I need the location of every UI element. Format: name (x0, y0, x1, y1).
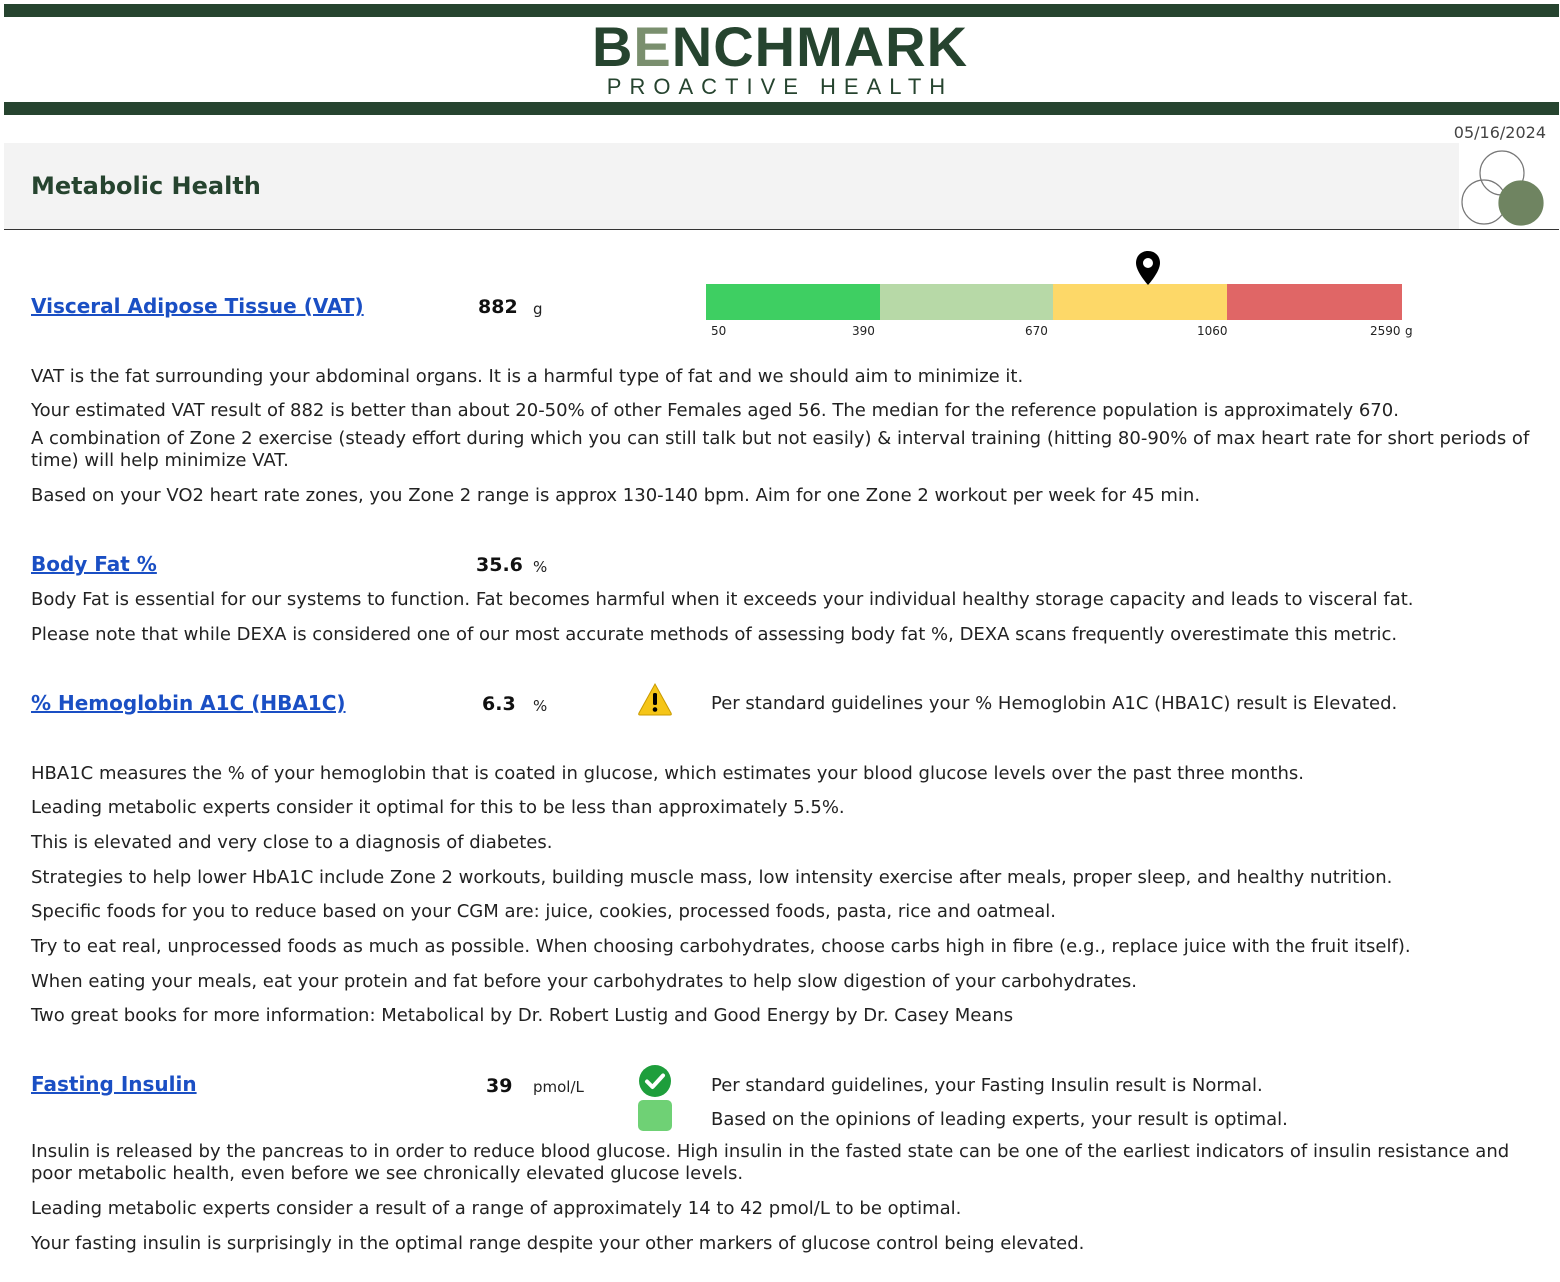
vat-tick: 390 (852, 324, 875, 338)
hba1c-paragraph: Two great books for more information: Metabolical by Dr. Robert Lustig and Good Energy by Dr. Casey Means (31, 1005, 1014, 1026)
vat-scale-high (1227, 284, 1402, 320)
vat-value: 882 (478, 296, 518, 318)
vat-scale-unit: g (1405, 324, 1413, 338)
vat-tick: 50 (711, 324, 727, 338)
report-date: 05/16/2024 (1453, 123, 1546, 142)
insulin-status-note: Per standard guidelines, your Fasting Insulin result is Normal. (711, 1075, 1263, 1096)
hba1c-unit: % (533, 697, 548, 715)
body-fat-value: 35.6 (476, 554, 523, 576)
insulin-link[interactable]: Fasting Insulin (31, 1072, 197, 1096)
brand-logo: BENCHMARK (591, 15, 969, 78)
hba1c-paragraph: Leading metabolic experts consider it optimal for this to be less than approximately 5.5%. (31, 797, 845, 818)
vat-paragraph: Your estimated VAT result of 882 is better than about 20-50% of other Females aged 56. The median for the reference population is approximately 670. (31, 400, 1399, 421)
hba1c-link[interactable]: % Hemoglobin A1C (HBA1C) (31, 691, 346, 715)
insulin-paragraph: Your fasting insulin is surprisingly in the optimal range despite your other markers of glucose control being elevated. (31, 1233, 1085, 1254)
vat-scale-optimal (706, 284, 880, 320)
insulin-value: 39 (486, 1075, 513, 1097)
brand-tagline: PROACTIVE HEALTH (606, 74, 954, 99)
body-fat-unit: % (533, 558, 548, 576)
body-fat-link[interactable]: Body Fat % (31, 552, 157, 576)
check-circle-icon (638, 1064, 672, 1098)
location-pin-icon (1135, 250, 1161, 286)
insulin-paragraph: Insulin is released by the pancreas to in order to reduce blood glucose. High insulin in the fasted state can be one of the earliest indicators of insulin resistance and poor metabolic health, even before we see chronically elevated glucose levels. (31, 1141, 1510, 1184)
insulin-unit: pmol/L (533, 1078, 584, 1096)
warning-icon (637, 682, 673, 716)
insulin-expert-note: Based on the opinions of leading experts, your result is optimal. (711, 1109, 1288, 1130)
vat-link[interactable]: Visceral Adipose Tissue (VAT) (31, 294, 364, 318)
vat-paragraph: Based on your VO2 heart rate zones, you Zone 2 range is approx 130-140 bpm. Aim for one Zone 2 workout per week for 45 min. (31, 485, 1201, 506)
vat-tick: 1060 (1197, 324, 1228, 338)
vat-scale-caution (1053, 284, 1227, 320)
vat-paragraph: VAT is the fat surrounding your abdominal organs. It is a harmful type of fat and we should aim to minimize it. (31, 366, 1024, 387)
brand-logo-e: E (633, 15, 672, 78)
header-bottom-bar (4, 102, 1559, 115)
hba1c-paragraph: Strategies to help lower HbA1C include Zone 2 workouts, building muscle mass, low intensity exercise after meals, proper sleep, and healthy nutrition. (31, 867, 1393, 888)
section-divider (4, 229, 1559, 230)
hba1c-paragraph: This is elevated and very close to a diagnosis of diabetes. (31, 832, 553, 853)
body-fat-paragraph: Please note that while DEXA is considered one of our most accurate methods of assessing body fat %, DEXA scans frequently overestimate this metric. (31, 624, 1398, 645)
insulin-paragraph: Leading metabolic experts consider a result of a range of approximately 14 to 42 pmol/L to be optimal. (31, 1198, 962, 1219)
section-title: Metabolic Health (31, 172, 261, 200)
body-fat-paragraph: Body Fat is essential for our systems to function. Fat becomes harmful when it exceeds your individual healthy storage capacity and leads to visceral fat. (31, 589, 1414, 610)
hba1c-paragraph: When eating your meals, eat your protein and fat before your carbohydrates to help slow digestion of your carbohydrates. (31, 971, 1138, 992)
vat-unit: g (533, 300, 543, 318)
hba1c-paragraph: Specific foods for you to reduce based on your CGM are: juice, cookies, processed foods, pasta, rice and oatmeal. (31, 901, 1056, 922)
hba1c-status-note: Per standard guidelines your % Hemoglobin A1C (HBA1C) result is Elevated. (711, 693, 1398, 714)
vat-tick: 670 (1025, 324, 1048, 338)
circles-icon (1459, 145, 1547, 229)
vat-tick: 2590 (1370, 324, 1401, 338)
hba1c-value: 6.3 (482, 693, 516, 715)
hba1c-paragraph: Try to eat real, unprocessed foods as much as possible. When choosing carbohydrates, choose carbs high in fibre (e.g., replace juice with the fruit itself). (31, 936, 1411, 957)
optimal-indicator-icon (638, 1100, 672, 1131)
hba1c-paragraph: HBA1C measures the % of your hemoglobin that is coated in glucose, which estimates your blood glucose levels over the past three months. (31, 763, 1304, 784)
vat-scale-good (880, 284, 1053, 320)
vat-paragraph: A combination of Zone 2 exercise (steady effort during which you can still talk but not easily) & interval training (hitting 80-90% of max heart rate for short periods of time) will help minimize VAT. (31, 428, 1530, 471)
